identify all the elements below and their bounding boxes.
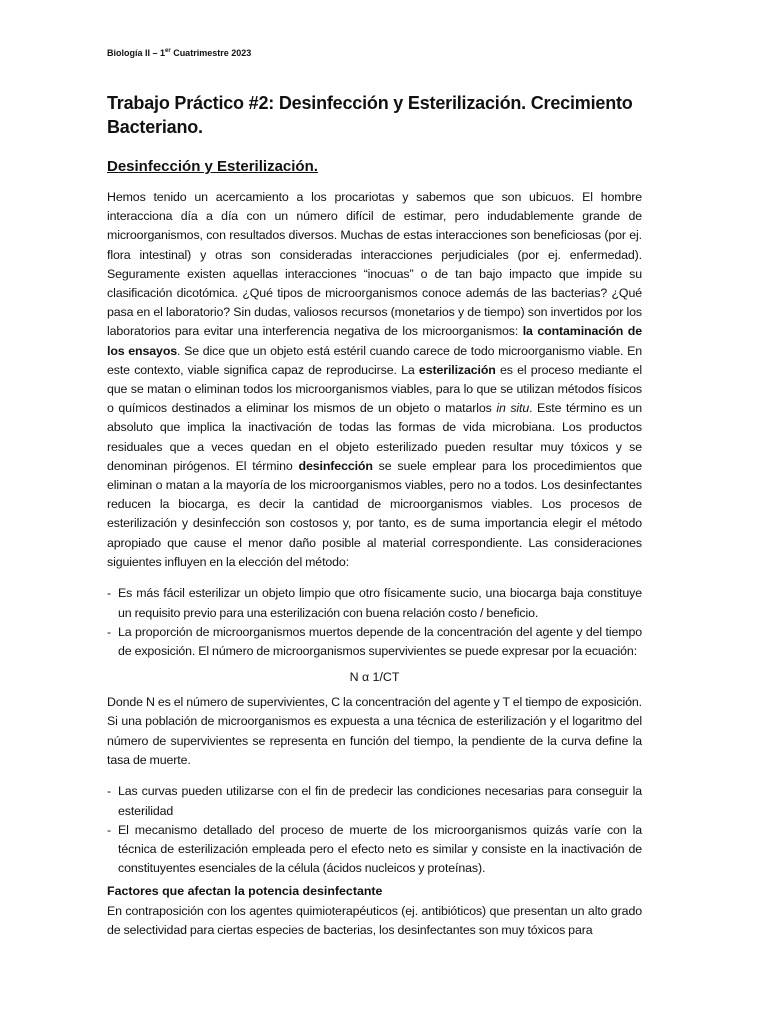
- list-item: - Las curvas pueden utilizarse con el fin de predecir las condiciones necesarias para conseguir la esterilidad: [107, 784, 642, 818]
- section-heading: Desinfección y Esterilización.: [107, 158, 318, 175]
- document-title: Trabajo Práctico #2: Desinfección y Esterilización. Crecimiento Bacteriano.: [107, 93, 633, 137]
- factors-paragraph: En contraposición con los agentes quimioterapéuticos (ej. antibióticos) que presentan un alto grado de selectividad para ciertas especies de bacterias, los desinfectantes son muy tóxicos para: [107, 903, 642, 937]
- explanation-paragraph: Donde N es el número de supervivientes, C la concentración del agente y T el tiempo de exposición. Si una población de microorganismos es expuesta a una técnica de esterilización y el logaritmo del número de supervivientes se representa en función del tiempo, la pendiente de la curva define la tasa de muerte.: [107, 695, 642, 767]
- document-page: [107, 44, 642, 940]
- running-header: Biología II – 1er Cuatrimestre 2023: [107, 48, 252, 58]
- considerations-list: [107, 584, 642, 661]
- bold-term-sterilization: esterilización: [418, 362, 496, 377]
- bullet-dash: -: [107, 822, 112, 837]
- intro-paragraph: Hemos tenido un acercamiento a los procariotas y sabemos que son ubicuos. El hombre interacciona día a día con un número difícil de estimar, pero indudablemente grande de microorganismos, con resultados diversos. Muchas de estas interacciones son beneficiosas (por ej. flora intestinal) y otras son consideradas interacciones perjudiciales (por ej. enfermedad). Seguramente existen aquellas interacciones “inocuas” o de tan bajo impacto que impide su clasificación dicotómica. ¿Qué tipos de microorganismos conoce además de las bacterias? ¿Qué pasa en el laboratorio? Sin dudas, valiosos recursos (monetarios y de tiempo) son invertidos por los laboratorios para evitar una interferencia negativa de los microorganismos: la contaminación de los ensayos. Se dice que un objeto está estéril cuando carece de todo microorganismo viable. En este contexto, viable significa capaz de reproducirse. La esterilización es el proceso mediante el que se matan o eliminan todos los microorganismos viables, para lo que se utilizan métodos físicos o químicos destinados a eliminar los mismos de un objeto o matarlos in situ. Este término es un absoluto que implica la inactivación de todas las formas de vida microbiana. Los productos residuales que a veces quedan en el objeto esterilizado pueden resultar muy tóxicos y se denominan pirógenos. El término desinfección se suele emplear para los procedimientos que eliminan o matan a la mayoría de los microorganismos viables, pero no a todos. Los desinfectantes reducen la biocarga, es decir la cantidad de microorganismos viables. Los procesos de esterilización y desinfección son costosos y, por tanto, es de suma importancia elegir el método apropiado que cause el menor daño posible al material correspondiente. Las consideraciones siguientes influyen en la elección del método:: [107, 190, 643, 569]
- list-item: - Es más fácil esterilizar un objeto limpio que otro físicamente sucio, una biocarga baja constituye un requisito previo para una esterilización con buena relación costo / beneficio.: [107, 586, 642, 620]
- bullet-dash: -: [107, 586, 112, 601]
- bold-term-disinfection: desinfección: [298, 458, 373, 473]
- italic-term-in-situ: in situ: [496, 401, 530, 416]
- bullet-dash: -: [107, 784, 112, 799]
- list-item: - El mecanismo detallado del proceso de muerte de los microorganismos quizás varíe con la técnica de esterilización empleada pero el efecto neto es similar y consiste en la inactivación de constituyentes esenciales de la célula (ácidos nucleicos y proteínas).: [107, 822, 642, 876]
- bold-term-contamination: la contaminación de los ensayos: [107, 324, 642, 358]
- subsection-heading: Factores que afectan la potencia desinfectante: [107, 884, 383, 899]
- curves-list: [107, 782, 642, 878]
- list-item: - La proporción de microorganismos muertos depende de la concentración del agente y del tiempo de exposición. El número de microorganismos supervivientes se puede expresar por la ecuación:: [107, 624, 642, 659]
- bullet-dash: -: [107, 624, 112, 639]
- formula: N α 1/CT: [349, 670, 400, 685]
